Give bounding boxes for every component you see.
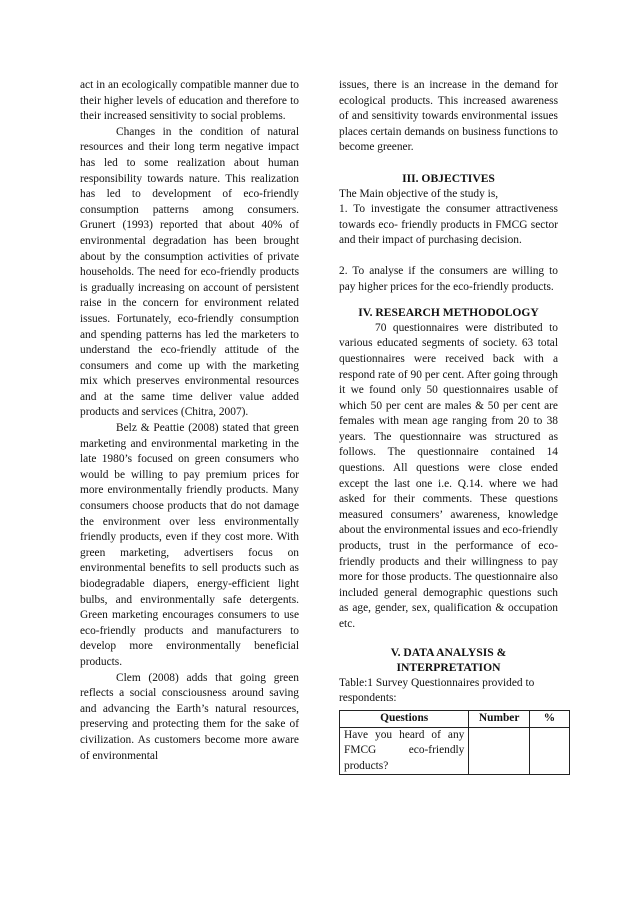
- left-column: [80, 78, 299, 764]
- objectives-intro: The Main objective of the study is,: [339, 187, 499, 200]
- table-header-cell: %: [529, 710, 569, 727]
- table-cell-question: Have you heard of any FMCG eco-friendly products?: [340, 727, 469, 775]
- paragraph: 70 questionnaires were distributed to various educated segments of society. 63 total questionnaires were received back with a respond rate of 90 per cent. After going through it we found only 50 questionnaires usable of which 50 per cent are males & 50 per cent are females with mean age ranging from 20 to 38 years. The questionnaire was structured as follows. The questionnaire contained 14 questions. All questions were close ended except the last one i.e. Q.14. where we had asked for their comments. These questions measured consumers’ awareness, knowledge about the environmental issues and eco-friendly products, trust in the performance of eco-friendly products and their willingness to pay more for those products. The questionnaire also included general demographic questions such as age, gender, sex, qualification & occupation etc.: [339, 321, 558, 630]
- section-heading-data-analysis: [339, 645, 558, 676]
- table-header-row: [340, 710, 570, 727]
- right-column: [339, 78, 558, 775]
- heading-line: INTERPRETATION: [396, 661, 501, 675]
- table-header-cell: Number: [469, 710, 530, 727]
- paragraph: issues, there is an increase in the demand for ecological products. This increased awareness of and sensitivity towards environmental issues places certain demands on business functions to become greener.: [339, 79, 558, 154]
- section-heading-objectives: III. OBJECTIVES: [402, 171, 495, 185]
- heading-line: V. DATA ANALYSIS &: [390, 645, 507, 659]
- paragraph: act in an ecologically compatible manner due to their higher levels of education and therefore to their increased sensitivity to social problems.: [80, 79, 299, 123]
- objective-item: 2. To analyse if the consumers are willing to pay higher prices for the eco-friendly products.: [339, 264, 558, 293]
- table-cell-number: [469, 727, 530, 775]
- table-caption: Table:1 Survey Questionnaires provided to respondents:: [339, 676, 535, 705]
- survey-table: [339, 710, 570, 775]
- table-header-cell: Questions: [340, 710, 469, 727]
- paragraph: Belz & Peattie (2008) stated that green marketing and environmental marketing in the late 1980’s focused on green consumers who would be willing to pay premium prices for more environmentally friendly products. Many consumers choose products that do not damage the environment over less environmentally friendly products, even if they cost more. With green marketing, advertisers focus on environmental benefits to sell products such as biodegradable diapers, energy-efficient light bulbs, and environmentally safe detergents. Green marketing encourages consumers to use eco-friendly products and manufacturers to develop more environmentally beneficial products.: [80, 422, 299, 668]
- paragraph: Clem (2008) adds that going green reflects a social consciousness around saving and advancing the Earth’s natural resources, preserving and protecting them for the sake of civilization. As customers become more aware of environmental: [80, 671, 299, 762]
- table-row: [340, 727, 570, 775]
- section-heading-methodology: IV. RESEARCH METHODOLOGY: [358, 306, 539, 320]
- objective-item: 1. To investigate the consumer attractiveness towards eco- friendly products in FMCG sector and their impact of purchasing decision.: [339, 203, 558, 247]
- table-cell-percent: [529, 727, 569, 775]
- paragraph: Changes in the condition of natural resources and their long term negative impact has led to some realization about human responsibility towards nature. This realization has led to development of eco-friendly consumption patterns among consumers. Grunert (1993) reported that about 40% of environmental degradation has been brought about by the consumption activities of private households. The need for eco-friendly products is gradually increasing on account of persistent raise in the concern for environment related issues. Fortunately, eco-friendly consumption and spending patterns has led the marketers to understand the eco-friendly attitude of the consumers and come up with the marketing mix which preserves environmental resources and at the same time deliver value added products and services (Chitra, 2007).: [80, 125, 299, 419]
